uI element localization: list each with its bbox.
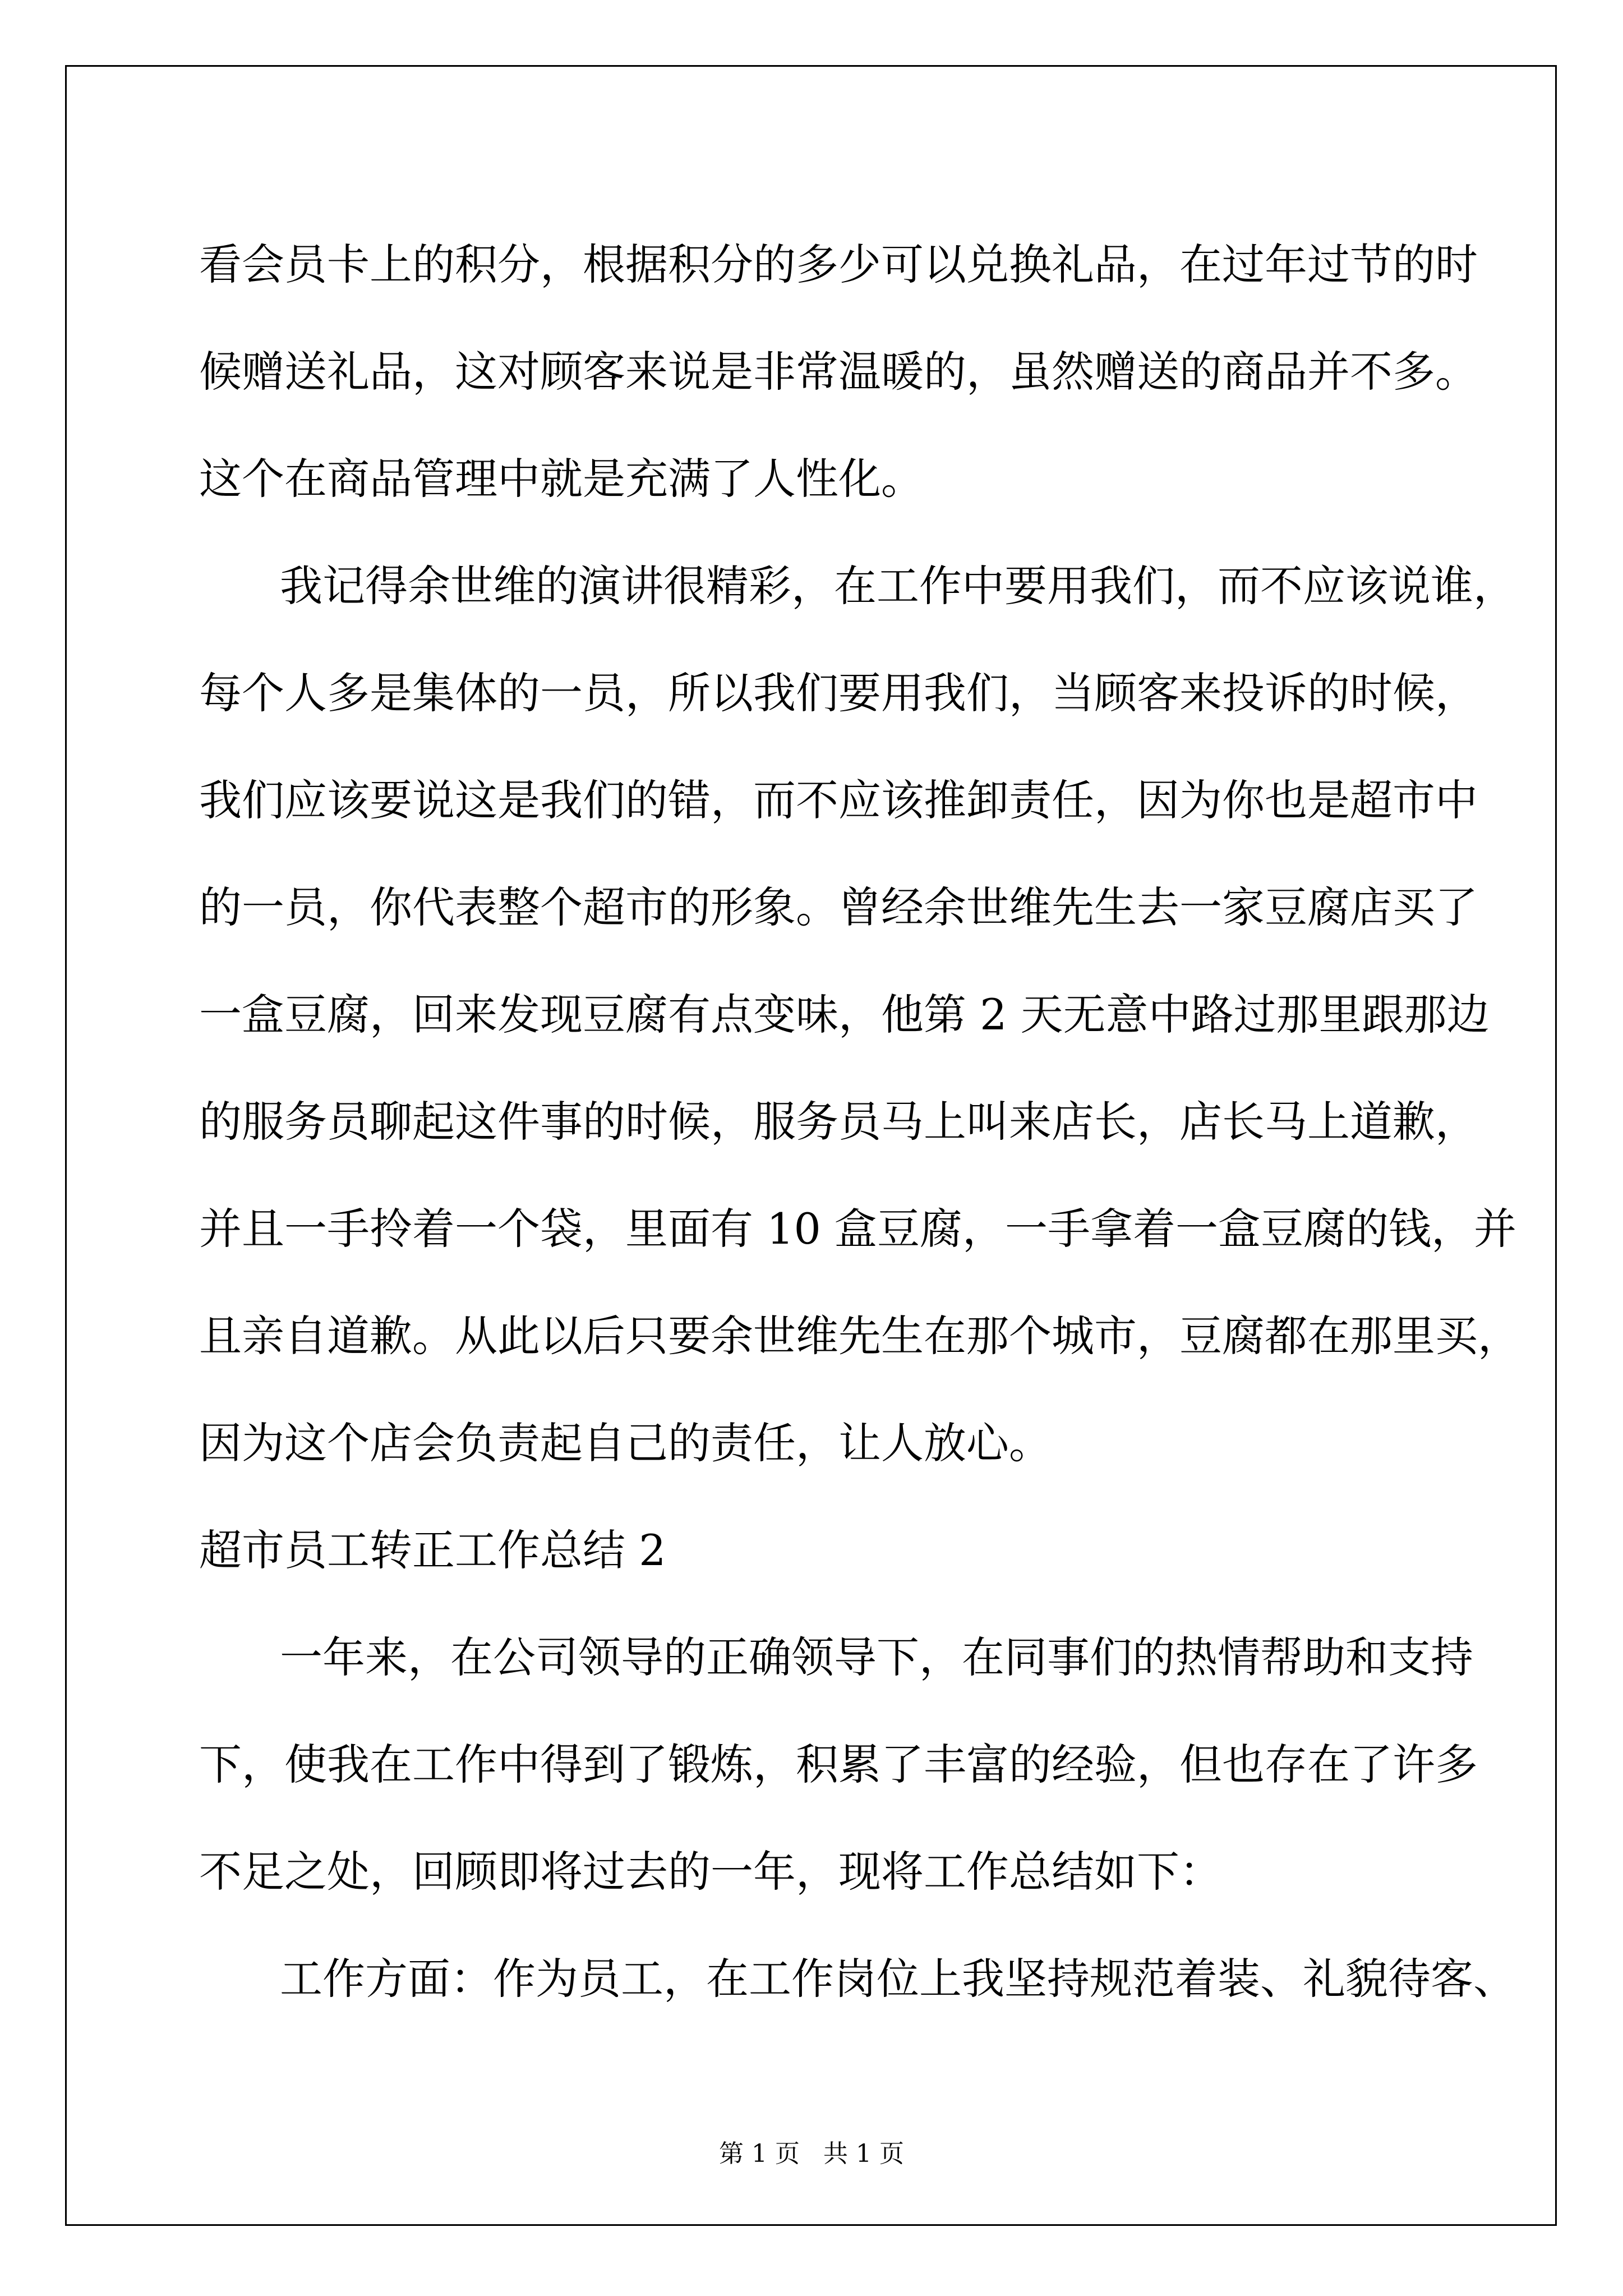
text-line-7: 的一员，你代表整个超市的形象。曾经余世维先生去一家豆腐店买了 bbox=[199, 882, 1478, 932]
section-heading: 超市员工转正工作总结 2 bbox=[199, 1525, 666, 1575]
text-line-16: 不足之处，回顾即将过去的一年，现将工作总结如下： bbox=[199, 1847, 1222, 1897]
text-line-15: 下，使我在工作中得到了锻炼，积累了丰富的经验，但也存在了许多 bbox=[199, 1740, 1478, 1789]
text-line-4: 我记得余世维的演讲很精彩，在工作中要用我们，而不应该说谁， bbox=[280, 561, 1516, 611]
text-line-17: 工作方面：作为员工，在工作岗位上我坚持规范着装、礼貌待客、 bbox=[280, 1954, 1516, 2004]
text-line-11: 且亲自道歉。从此以后只要余世维先生在那个城市，豆腐都在那里买， bbox=[199, 1311, 1520, 1361]
text-line-5: 每个人多是集体的一员，所以我们要用我们，当顾客来投诉的时候， bbox=[199, 668, 1478, 718]
text-line-2: 候赠送礼品，这对顾客来说是非常温暖的，虽然赠送的商品并不多。 bbox=[199, 347, 1478, 397]
text-line-3: 这个在商品管理中就是充满了人性化。 bbox=[199, 454, 924, 504]
text-line-9: 的服务员聊起这件事的时候，服务员马上叫来店长，店长马上道歉， bbox=[199, 1097, 1478, 1147]
text-line-8: 一盒豆腐，回来发现豆腐有点变味，他第 2 天无意中路过那里跟那边 bbox=[199, 990, 1490, 1039]
document-body bbox=[199, 211, 1520, 2032]
text-line-1: 看会员卡上的积分，根据积分的多少可以兑换礼品，在过年过节的时 bbox=[199, 240, 1478, 289]
text-line-14: 一年来，在公司领导的正确领导下，在同事们的热情帮助和支持 bbox=[280, 1632, 1473, 1682]
text-line-6: 我们应该要说这是我们的错，而不应该推卸责任，因为你也是超市中 bbox=[199, 775, 1478, 825]
text-line-12: 因为这个店会负责起自己的责任，让人放心。 bbox=[199, 1418, 1052, 1468]
page-footer: 第 1 页 共 1 页 bbox=[719, 2139, 904, 2168]
text-line-10: 并且一手拎着一个袋，里面有 10 盒豆腐，一手拿着一盒豆腐的钱，并 bbox=[199, 1204, 1517, 1254]
